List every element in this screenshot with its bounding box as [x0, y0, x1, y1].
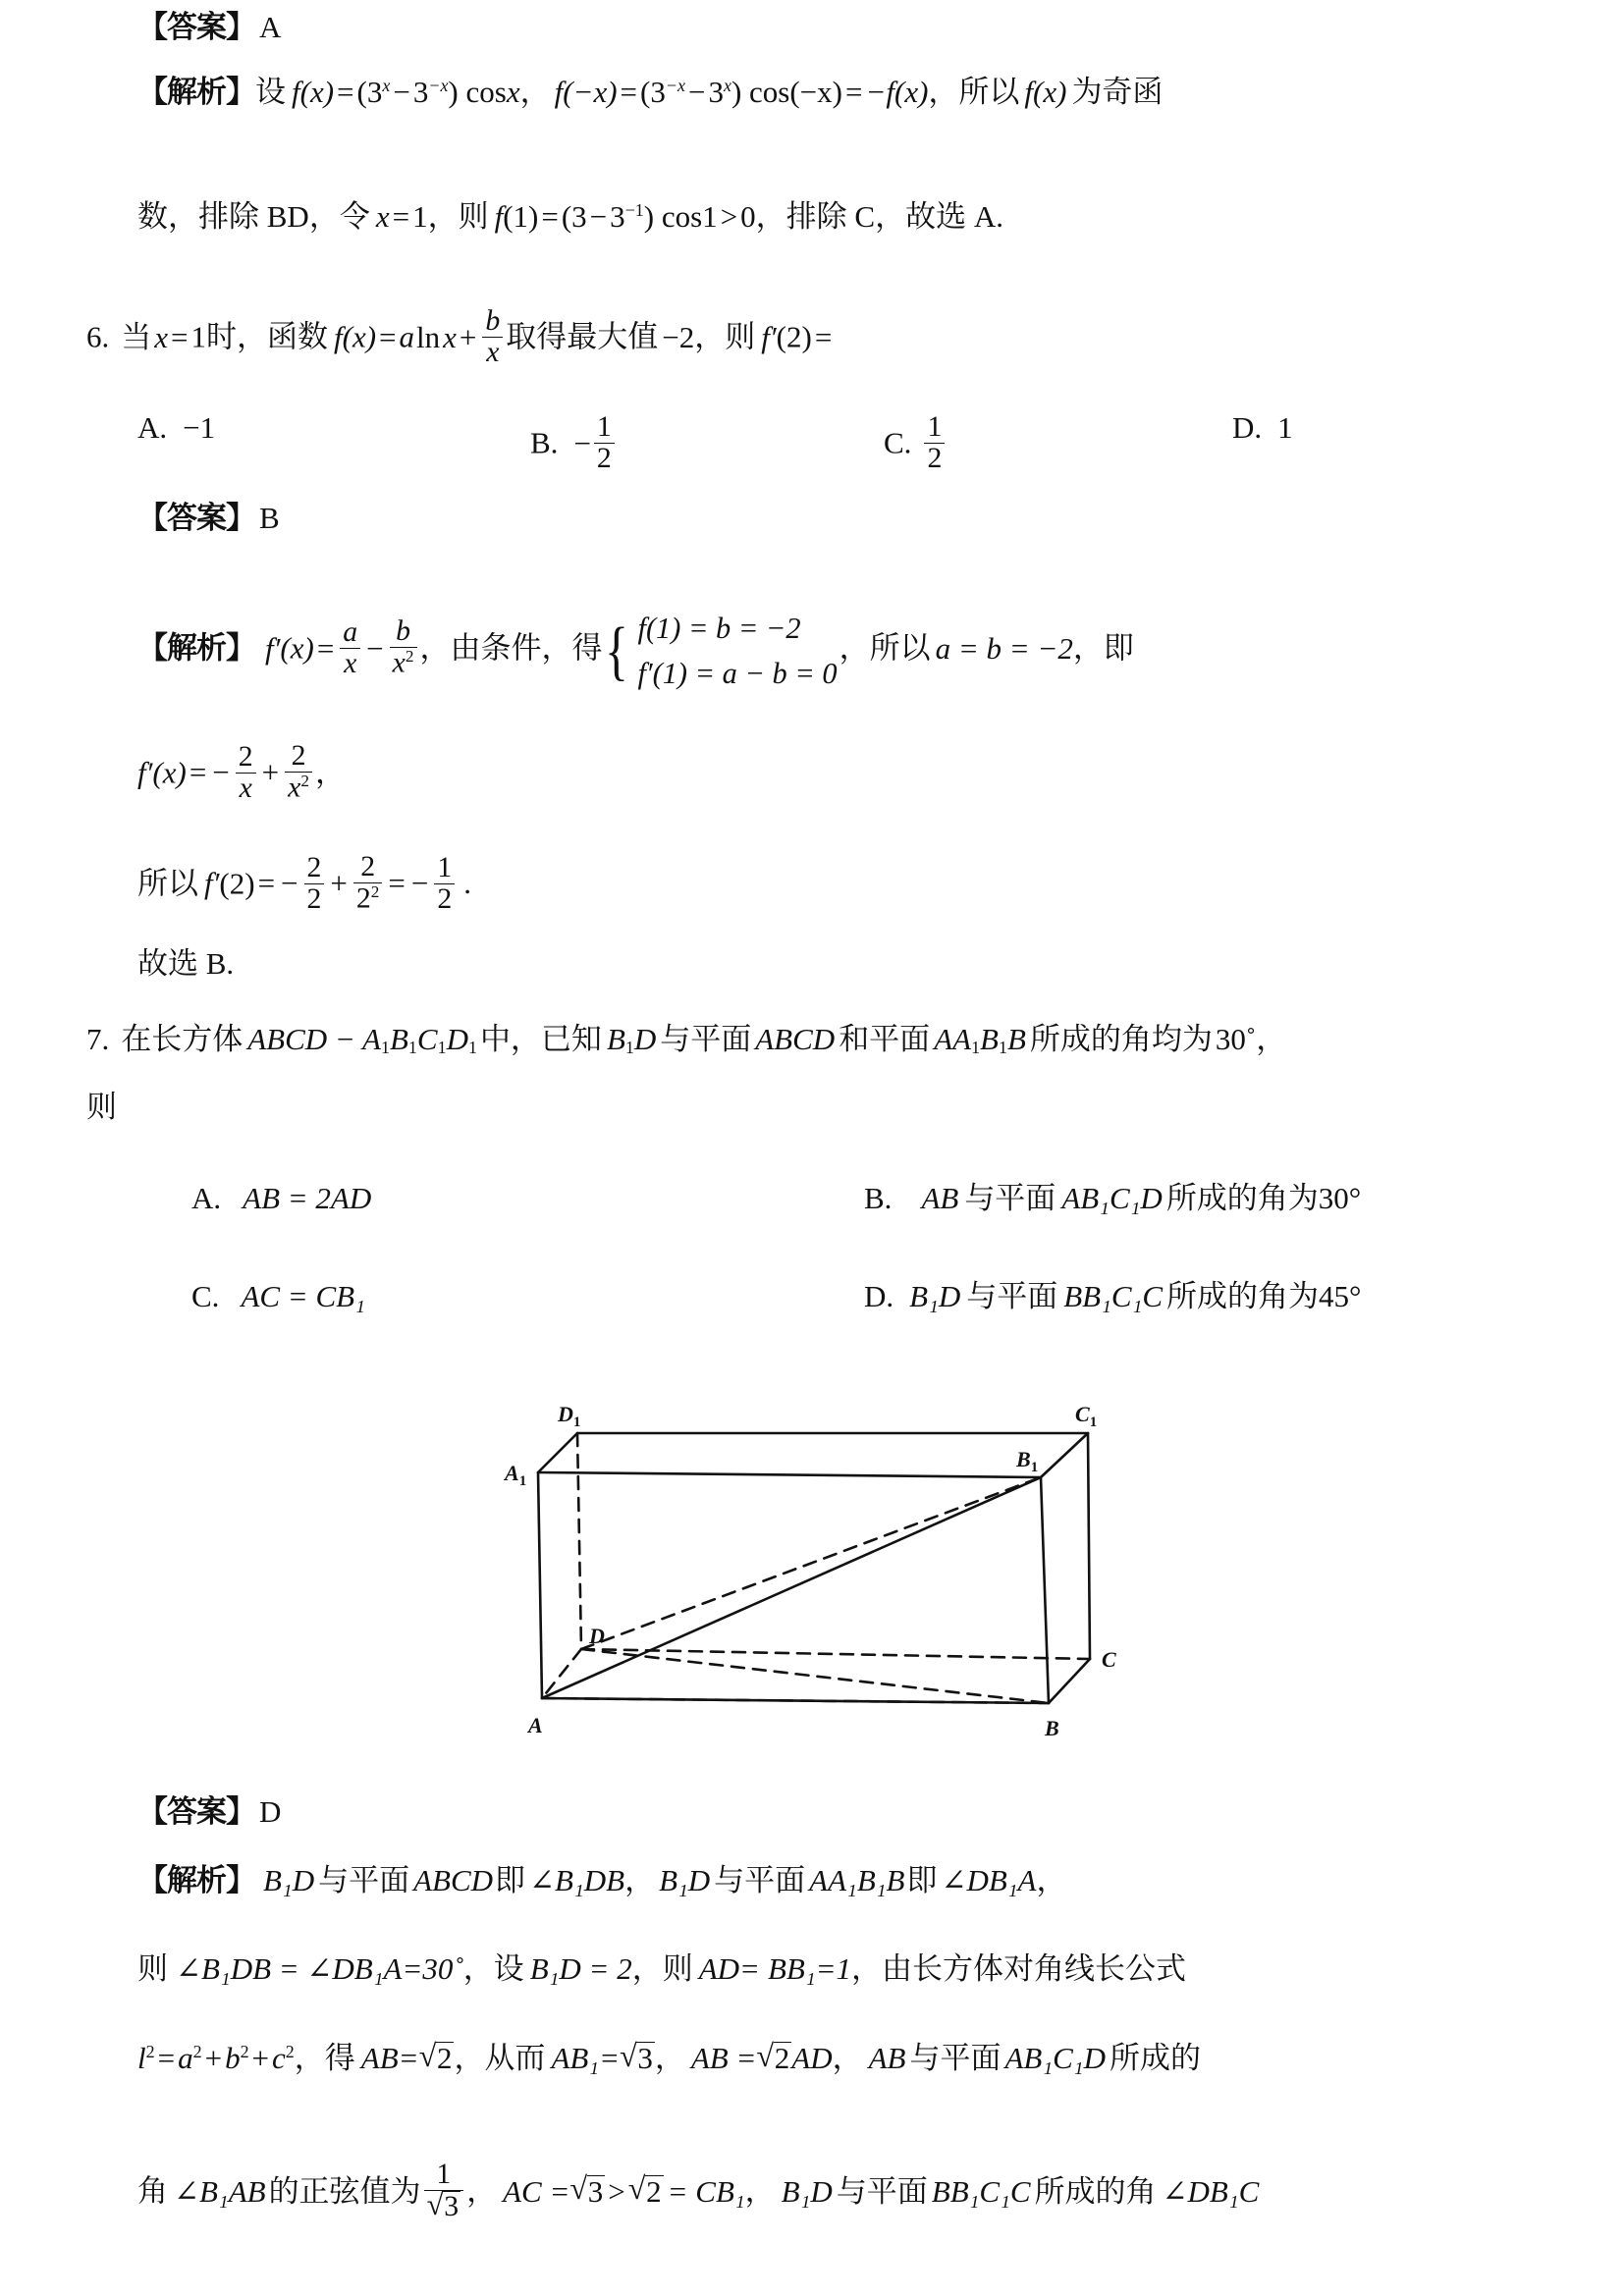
- numerator: 2: [236, 742, 256, 774]
- option-lead: AB: [921, 1181, 959, 1215]
- angle-b1ab: ∠B₁AB: [174, 2173, 266, 2209]
- b1d-equals-2: B₁D = 2: [529, 1951, 632, 1986]
- f-prime: f′: [761, 319, 777, 354]
- plus: +: [330, 866, 348, 901]
- text-then: ，则: [694, 319, 756, 354]
- q6-analysis-line-3: [137, 852, 471, 915]
- close-cos1: ) cos1: [643, 199, 718, 235]
- left-brace: {: [604, 614, 628, 687]
- text-exclude-bd: 数，排除 BD，令: [137, 199, 370, 235]
- l-exponent: 2: [145, 2041, 155, 2061]
- plus-2: +: [251, 2041, 270, 2075]
- option-letter: D.: [1232, 410, 1263, 445]
- a-equals-b: a = b = −2: [935, 630, 1073, 666]
- edge-B1A1: [538, 1472, 1041, 1477]
- numerator: 1: [434, 853, 455, 884]
- q6-answer-line: [137, 503, 280, 533]
- arg-x-3: (x): [894, 75, 929, 110]
- ad-equals: AD=: [698, 1951, 760, 1986]
- three-2: 3: [708, 75, 724, 110]
- exponent-x-2: x: [723, 76, 731, 95]
- c-symbol: c: [272, 2041, 286, 2075]
- radicand: 2: [646, 2173, 662, 2209]
- equals: =: [189, 755, 207, 790]
- label-D: D: [589, 1624, 605, 1648]
- bb1-equals-1: BB₁=1: [767, 1951, 852, 1986]
- segment-b1d: B₁D: [781, 2173, 833, 2209]
- system-row-2: f′(1) = a − b = 0: [637, 656, 838, 690]
- fn-f: f: [334, 319, 343, 354]
- equals: =: [171, 319, 189, 354]
- var-x: x: [154, 319, 169, 354]
- greater-than: >: [720, 199, 738, 235]
- period: .: [463, 866, 471, 901]
- minus: −: [212, 755, 230, 790]
- ac-equals: AC =: [503, 2173, 570, 2209]
- plane-aa1b1b-part3: B: [1006, 1022, 1026, 1056]
- ab-equals: AB=: [360, 2041, 419, 2075]
- label-C: C: [1102, 1647, 1116, 1672]
- text-when: 当: [121, 319, 152, 354]
- equals-3: =: [814, 319, 833, 354]
- solid-name-part1: ABCD − A: [247, 1022, 381, 1056]
- option-value: 1: [1277, 410, 1293, 445]
- text-angle-both: 所成的角均为: [1029, 1022, 1213, 1056]
- neg-f: −f: [865, 75, 894, 110]
- sqrt-3: [620, 2042, 655, 2073]
- option-text: AC = CB₁: [241, 1279, 365, 1313]
- edge-C1C: [1088, 1433, 1090, 1659]
- text-ji: 即: [495, 1863, 526, 1897]
- text-angle: 角: [137, 2173, 168, 2209]
- denominator: [390, 648, 417, 679]
- exponent-neg-x: −x: [428, 76, 449, 95]
- comma-1: ，: [654, 2041, 685, 2075]
- q6-option-c[interactable]: [884, 412, 947, 474]
- ln: ln: [416, 319, 441, 354]
- comma: ，: [1256, 1022, 1287, 1056]
- close-cos: ) cos: [448, 75, 507, 110]
- expr-open: (3: [561, 199, 587, 235]
- text-with-plane: 与平面: [909, 2041, 1001, 2075]
- b1: B: [606, 1022, 625, 1056]
- text-in-cuboid: 在长方体: [121, 1022, 244, 1056]
- option-sign: [911, 426, 921, 460]
- equals: =: [257, 866, 276, 901]
- numerator: b: [482, 306, 503, 338]
- diagonal-DB1-hidden: [581, 1477, 1041, 1649]
- angle-30: 30˚: [1215, 1022, 1257, 1056]
- option-letter: A.: [191, 1181, 222, 1215]
- label-B: B: [1045, 1716, 1059, 1740]
- q7-option-d[interactable]: [864, 1281, 1361, 1311]
- edge-BC: [1049, 1659, 1090, 1703]
- comma-1: ，: [466, 2173, 498, 2209]
- plane-aa1b1b: AA₁B₁B: [809, 1863, 905, 1897]
- option-tail: 所成的角为45°: [1166, 1279, 1362, 1313]
- q7-answer-line: [137, 1796, 281, 1827]
- label-A: A: [528, 1713, 543, 1737]
- minus-2: −: [687, 75, 706, 110]
- q7-stem-line-2: 则: [86, 1090, 117, 1124]
- minus: −: [393, 75, 410, 110]
- text-then: 则: [137, 1951, 168, 1986]
- option-lead: B₁D: [909, 1279, 961, 1313]
- q7-option-b[interactable]: [864, 1183, 1361, 1213]
- option-letter: B.: [864, 1181, 893, 1215]
- cuboid-figure: [481, 1364, 1129, 1757]
- comma: ，: [314, 755, 346, 790]
- equals-cb1: = CB₁: [667, 2173, 745, 2209]
- solid-name-part3: C: [416, 1022, 438, 1056]
- l-symbol: l: [137, 2041, 146, 2075]
- option-fraction: [924, 412, 945, 474]
- equals-2: =: [379, 319, 397, 354]
- minus: −: [366, 630, 384, 666]
- expr-open: (3: [356, 75, 383, 110]
- text-lead: 设: [255, 75, 286, 110]
- solid-name-part2: B: [389, 1022, 408, 1056]
- cuboid-svg: [481, 1364, 1129, 1757]
- option-letter: D.: [864, 1279, 894, 1313]
- sqrt-3b: [569, 2175, 605, 2207]
- numerator: 1: [924, 412, 945, 444]
- label-D1: $D_1$: [558, 1402, 581, 1430]
- sqrt-2b: [756, 2042, 791, 2073]
- fraction-2-over-x: [236, 739, 256, 804]
- q6-analysis-line-2: [137, 741, 346, 804]
- text-thus: ，从而: [454, 2041, 546, 2075]
- plus: +: [261, 755, 280, 790]
- text-by-condition: ，由条件，得: [419, 630, 603, 666]
- q7-stem-line-1: [86, 1024, 1286, 1056]
- segment-b1d: B₁D: [263, 1863, 315, 1897]
- q7-analysis-line-2: [137, 1953, 1186, 1984]
- answer-value: D: [259, 1794, 282, 1829]
- text-with-plane: 与平面: [836, 2173, 928, 2209]
- system-row-1: f(1) = b = −2: [637, 612, 801, 645]
- radicand: 3: [587, 2173, 604, 2209]
- label-A1: $A_1$: [505, 1461, 527, 1489]
- answer-tag: 【答案】: [137, 1794, 255, 1829]
- denominator: 2: [596, 441, 612, 474]
- q7-analysis-line-3: [137, 2042, 1201, 2073]
- text-exclude-c-choose-a: ，排除 C，故选 A.: [755, 199, 1003, 235]
- option-sign: −: [573, 425, 591, 460]
- q6-option-a[interactable]: [137, 412, 215, 443]
- fn-f-3: f: [1024, 75, 1034, 110]
- angle-db1a: ∠DB₁A: [941, 1863, 1037, 1897]
- diagonal-AB1: [542, 1477, 1041, 1698]
- plus: +: [459, 319, 477, 354]
- comma-1: ，: [624, 1863, 656, 1897]
- option-letter: A.: [137, 410, 168, 445]
- equation-system: [605, 607, 838, 696]
- fraction-2-over-x-squared: [285, 741, 312, 804]
- comma-2: ，: [744, 2173, 776, 2209]
- a-symbol: a: [178, 2041, 193, 2075]
- edge-A1D1: [538, 1433, 577, 1472]
- q5-analysis-line-1: [137, 75, 1164, 110]
- numerator: 1: [424, 2160, 464, 2191]
- ab1-equals: AB₁=: [551, 2041, 621, 2075]
- option-letter: B.: [530, 425, 559, 460]
- text-formed: 所成的: [1109, 2041, 1201, 2075]
- question-number: 6.: [86, 319, 110, 354]
- radicand: 2: [436, 2041, 453, 2075]
- equals: =: [157, 2041, 176, 2075]
- text-de: ，得: [294, 2041, 355, 2075]
- arg-x: (x): [280, 630, 314, 666]
- angle-b1db: ∠B₁DB: [529, 1863, 625, 1897]
- denominator: 2: [437, 881, 453, 915]
- q5-answer-line: [137, 12, 281, 42]
- text-with-plane: 与平面: [660, 1022, 752, 1056]
- equals-3: =: [844, 75, 863, 110]
- text-with-plane: 与平面: [318, 1863, 410, 1897]
- exponent-neg-x-2: −x: [665, 76, 685, 95]
- sqrt-3: [427, 2191, 461, 2222]
- plane-aa1b1b-part1: AA: [934, 1022, 972, 1056]
- text-sine-value: 的正弦值为: [268, 2173, 421, 2209]
- option-value: −1: [183, 410, 216, 445]
- sqrt-2: [419, 2042, 455, 2073]
- den-base: 2: [355, 881, 371, 915]
- answer-value: A: [259, 10, 282, 44]
- text-then: ，则: [427, 199, 489, 235]
- answer-tag: 【答案】: [137, 501, 255, 535]
- q5-analysis-line-2: [137, 199, 1003, 235]
- plus-1: +: [204, 2041, 223, 2075]
- text-so: 所以: [137, 866, 198, 901]
- close-cos-2: ) cos(−x): [731, 75, 842, 110]
- edge-A1A: [538, 1472, 542, 1698]
- c-exponent: 2: [285, 2041, 295, 2061]
- label-C1: $C_1$: [1075, 1402, 1098, 1430]
- ab-symbol: AB: [868, 2041, 906, 2075]
- radicand: 3: [637, 2041, 653, 2075]
- text-diagonal-formula: ，由长方体对角线长公式: [851, 1951, 1187, 1986]
- numerator: b: [390, 616, 417, 648]
- greater-than: >: [608, 2173, 625, 2209]
- equals: =: [316, 630, 335, 666]
- edge-D1D-hidden: [577, 1433, 581, 1649]
- fraction-b-over-x: [482, 306, 503, 368]
- angle-equality: ∠B₁DB = ∠DB₁A=30˚: [176, 1951, 463, 1986]
- fraction-2-over-2: [304, 850, 325, 915]
- den-exponent: 2: [405, 647, 414, 667]
- text-max-value: 取得最大值: [506, 319, 659, 354]
- three: 3: [610, 199, 625, 235]
- b-exponent: 2: [240, 2041, 249, 2061]
- var-x-2: x: [443, 319, 457, 354]
- text-so: ，所以: [839, 630, 931, 666]
- arg-2: (2): [776, 319, 812, 354]
- denominator: 2: [306, 881, 322, 915]
- denominator: x: [344, 646, 357, 679]
- plane-ab1c1d: AB₁C₁D: [1004, 2041, 1106, 2075]
- analysis-tag: 【解析】: [137, 1863, 255, 1897]
- numerator: a: [340, 617, 360, 649]
- text-and-plane: 和平面: [839, 1022, 931, 1056]
- q7-analysis-line-1: [137, 1865, 1067, 1896]
- q7-analysis-line-4: [137, 2160, 1259, 2222]
- a-exponent: 2: [192, 2041, 202, 2061]
- radicand: 2: [774, 2041, 790, 2075]
- plane-sub-2: 1: [998, 1037, 1007, 1057]
- f-prime: f′: [204, 866, 220, 901]
- option-text: AB = 2AD: [243, 1181, 372, 1215]
- zero: 0: [740, 199, 756, 235]
- analysis-tag: 【解析】: [137, 75, 255, 110]
- fraction-a-over-x: [340, 614, 360, 679]
- sub-4: 1: [467, 1037, 477, 1057]
- denominator: x: [486, 335, 500, 368]
- text-shi-hanshu: 时，函数: [206, 319, 328, 354]
- equals-2: =: [620, 75, 638, 110]
- q6-analysis-line-1: [137, 607, 1134, 696]
- option-tail: 所成的角为30°: [1165, 1181, 1362, 1215]
- comma-1: ，: [519, 75, 551, 110]
- three: 3: [412, 75, 429, 110]
- option-mid: 与平面: [966, 1279, 1058, 1313]
- exponent-x: x: [382, 76, 391, 95]
- exponent-neg-1: −1: [624, 200, 644, 220]
- fraction-b-over-x-squared: [390, 616, 417, 679]
- arg-1: (1): [503, 199, 539, 235]
- plane-sub-1: 1: [971, 1037, 981, 1057]
- numerator: 1: [594, 412, 615, 444]
- q6-option-d[interactable]: [1232, 412, 1293, 443]
- q6-option-b[interactable]: [530, 412, 618, 474]
- radicand: 3: [444, 2189, 460, 2222]
- arg-x: (x): [299, 75, 335, 110]
- solid-name-part4: D: [446, 1022, 468, 1056]
- option-plane: AB₁C₁D: [1061, 1181, 1163, 1215]
- one: 1: [412, 199, 428, 235]
- text-odd-fn: 为奇函: [1071, 75, 1164, 110]
- fn-f: f: [292, 75, 300, 110]
- fraction-1-over-2: [434, 850, 455, 915]
- expr2-open: (3: [640, 75, 666, 110]
- angle-db1c: ∠DB₁C: [1162, 2173, 1260, 2209]
- analysis-tag: 【解析】: [137, 630, 255, 666]
- text-ji: ，即: [1072, 630, 1134, 666]
- den-base: x: [392, 646, 406, 679]
- numerator: 2: [304, 853, 325, 884]
- segment-b1d-2: B₁D: [659, 1863, 711, 1897]
- plane-bb1c1c: BB₁C₁C: [931, 2173, 1031, 2209]
- edge-B1B: [1041, 1477, 1049, 1703]
- comma-2: ，: [928, 75, 959, 110]
- arg-x: (x): [152, 755, 187, 790]
- equals-2: =: [541, 199, 559, 235]
- den-exponent: 2: [370, 881, 380, 901]
- minus: −: [589, 199, 608, 235]
- coeff-a: a: [399, 319, 415, 354]
- sub-2: 1: [407, 1037, 417, 1057]
- equals-2: =: [388, 866, 406, 901]
- f-prime: f′: [137, 755, 153, 790]
- f-prime: f′: [265, 630, 281, 666]
- q6-conclusion: 故选 B.: [137, 946, 235, 981]
- text-let: ，设: [462, 1951, 524, 1986]
- comma-2: ，: [1036, 1863, 1067, 1897]
- text-then-2: ，则: [631, 1951, 693, 1986]
- plane-abcd: ABCD: [413, 1863, 494, 1897]
- arg-neg-x: (−x): [563, 75, 618, 110]
- option-letter: C.: [191, 1279, 220, 1313]
- q7-option-a[interactable]: [191, 1183, 371, 1213]
- arg-2: (2): [219, 866, 255, 901]
- numerator: 2: [353, 852, 383, 883]
- text-formed-angle: 所成的角: [1034, 2173, 1157, 2209]
- minus: −: [281, 866, 298, 901]
- option-letter: C.: [884, 425, 912, 460]
- ab-eq-2: AB =: [690, 2041, 757, 2075]
- b-symbol: b: [225, 2041, 241, 2075]
- arg-x: (x): [342, 319, 377, 354]
- answer-tag: 【答案】: [137, 10, 255, 44]
- sqrt-2: [628, 2175, 664, 2207]
- fn-f-2: f: [554, 75, 564, 110]
- label-B1: $B_1$: [1016, 1447, 1039, 1475]
- numerator: 2: [285, 741, 312, 773]
- plane-abcd: ABCD: [755, 1022, 836, 1056]
- option-fraction: [594, 412, 615, 474]
- equals: =: [337, 75, 354, 110]
- answer-value: B: [259, 501, 280, 535]
- q6-stem: [86, 306, 835, 368]
- minus-2: −: [410, 866, 429, 901]
- arg-x-4: (x): [1033, 75, 1067, 110]
- equals: =: [392, 199, 410, 235]
- comma-2: ，: [832, 2041, 863, 2075]
- denominator: x: [239, 771, 252, 804]
- fraction-1-over-sqrt3: [424, 2160, 464, 2222]
- sub-3: 1: [437, 1037, 447, 1057]
- question-number: 7.: [86, 1022, 110, 1056]
- var-x: x: [375, 199, 390, 235]
- text-ji-2: 即: [906, 1863, 938, 1897]
- plane-aa1b1b-part2: B: [980, 1022, 999, 1056]
- system-rows: [638, 607, 838, 696]
- option-mid: 与平面: [964, 1181, 1056, 1215]
- text-with-plane-2: 与平面: [714, 1863, 806, 1897]
- fraction-2-over-2-squared: [353, 852, 383, 915]
- den-exponent: 2: [300, 771, 309, 790]
- one: 1: [190, 319, 206, 354]
- b1-sub: 1: [624, 1037, 634, 1057]
- text-suoyi: 所以: [958, 75, 1020, 110]
- text-known: 中，已知: [479, 1022, 602, 1056]
- den-base: x: [288, 771, 301, 804]
- max-value: −2: [662, 319, 695, 354]
- var-x: x: [506, 75, 520, 110]
- denominator: [285, 773, 312, 804]
- denominator: [424, 2191, 464, 2222]
- denominator: [353, 883, 383, 915]
- option-plane: BB₁C₁C: [1063, 1279, 1164, 1313]
- q7-option-c[interactable]: [191, 1281, 365, 1311]
- d-vertex: D: [633, 1022, 657, 1056]
- edge-C1B1: [1041, 1433, 1088, 1477]
- ad-symbol: AD: [791, 2041, 833, 2075]
- fn-f: f: [494, 199, 504, 235]
- denominator: 2: [927, 441, 943, 474]
- sub-1: 1: [380, 1037, 390, 1057]
